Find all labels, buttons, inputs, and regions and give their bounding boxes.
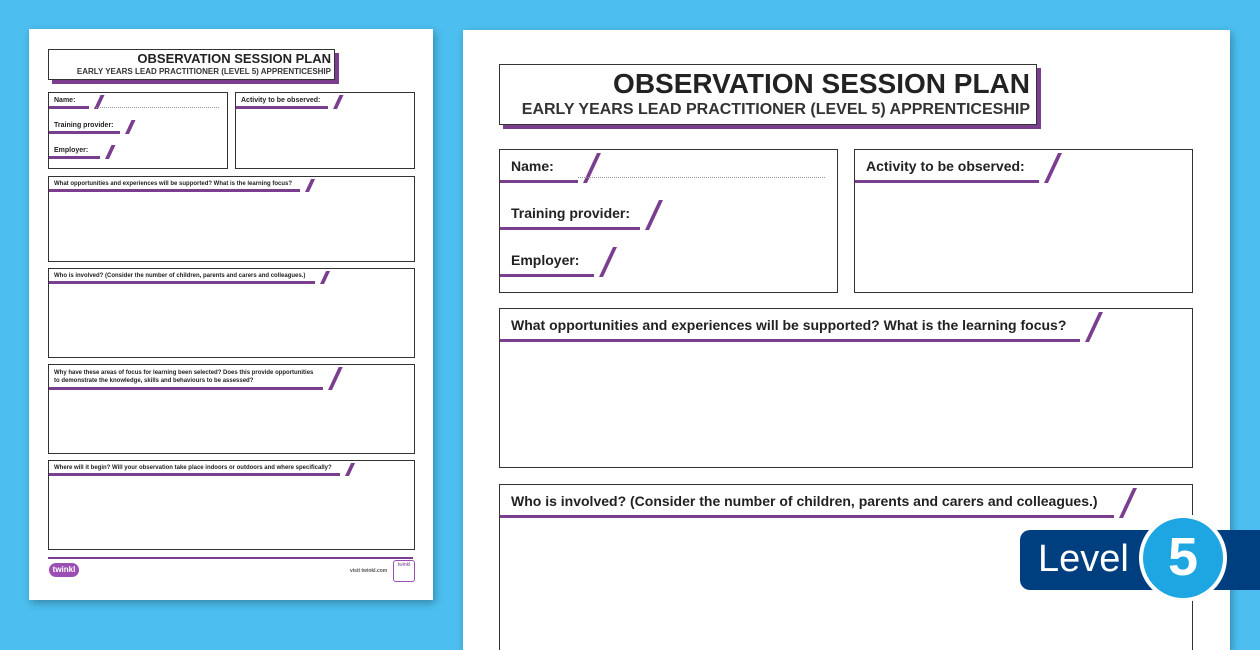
training-provider-label: Training provider: <box>49 120 120 134</box>
question-4-label: Where will it begin? Will your observation take place indoors or outdoors and where specifically? <box>49 463 340 476</box>
page-title: OBSERVATION SESSION PLAN <box>137 51 331 66</box>
employer-label: Employer: <box>500 247 594 277</box>
training-provider-label: Training provider: <box>500 200 640 230</box>
visit-link[interactable]: visit twinkl.com <box>350 568 388 574</box>
name-label: Name: <box>500 153 578 183</box>
name-dotted-line <box>578 177 825 178</box>
question-3-label <box>49 367 323 390</box>
activity-label: Activity to be observed: <box>855 153 1039 183</box>
question-3-line-1: Why have these areas of focus for learning been selected? Does this provide opportunities <box>54 370 314 376</box>
twinkl-logo: twinkl <box>49 563 79 577</box>
question-1-label: What opportunities and experiences will be supported? What is the learning focus? <box>500 312 1080 342</box>
question-3-line-2: to demonstrate the knowledge, skills and behaviours to be assessed? <box>54 378 254 384</box>
question-2-label: Who is involved? (Consider the number of children, parents and carers and colleagues.) <box>500 488 1114 518</box>
stamp-badge: twinkl <box>393 560 415 582</box>
title-box <box>48 49 335 80</box>
question-1-label: What opportunities and experiences will be supported? What is the learning focus? <box>49 179 300 192</box>
activity-box[interactable] <box>854 149 1193 293</box>
level-label: Level <box>1038 538 1129 580</box>
level-number: 5 <box>1167 527 1199 587</box>
activity-label: Activity to be observed: <box>236 95 328 109</box>
page-subtitle: EARLY YEARS LEAD PRACTITIONER (LEVEL 5) APPRENTICESHIP <box>521 101 1030 118</box>
footer-divider <box>48 557 413 559</box>
page-title: OBSERVATION SESSION PLAN <box>613 68 1030 99</box>
activity-box[interactable] <box>235 92 415 169</box>
details-box[interactable] <box>48 92 228 169</box>
page-subtitle: EARLY YEARS LEAD PRACTITIONER (LEVEL 5) APPRENTICESHIP <box>76 67 331 76</box>
name-dotted-line <box>94 107 219 108</box>
name-label: Name: <box>49 95 89 109</box>
question-box-1[interactable] <box>499 308 1193 468</box>
question-box-4[interactable] <box>48 460 415 550</box>
employer-label: Employer: <box>49 145 100 159</box>
question-2-label: Who is involved? (Consider the number of children, parents and carers and colleagues.) <box>49 271 315 284</box>
details-box[interactable] <box>499 149 838 293</box>
question-box-3[interactable] <box>48 364 415 454</box>
thumbnail-page[interactable] <box>29 29 433 600</box>
question-box-1[interactable] <box>48 176 415 262</box>
question-box-2[interactable] <box>48 268 415 358</box>
title-box <box>499 64 1037 125</box>
